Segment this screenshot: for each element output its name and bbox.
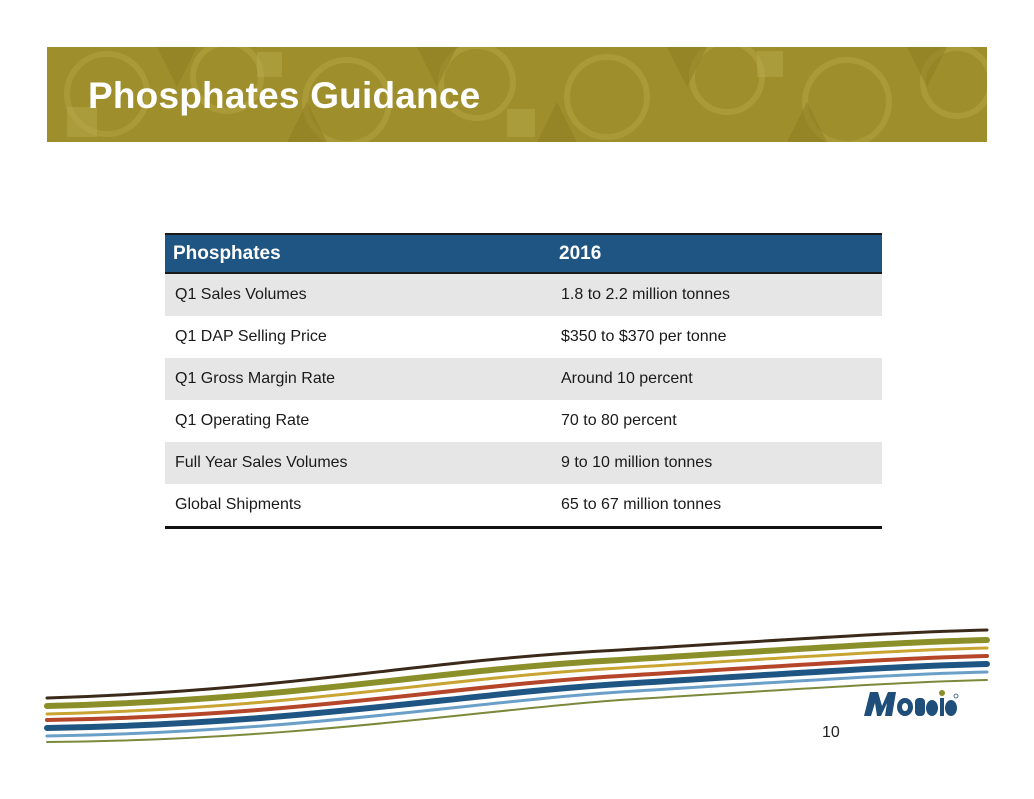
guidance-table: [165, 233, 882, 529]
column-header-year: 2016: [551, 234, 882, 273]
row-label: Q1 Sales Volumes: [165, 273, 551, 316]
mosaic-logo: [864, 686, 959, 726]
table-row: [165, 484, 882, 528]
table-row: [165, 358, 882, 400]
row-label: Full Year Sales Volumes: [165, 442, 551, 484]
table-row: [165, 273, 882, 316]
slide-title: Phosphates Guidance: [88, 75, 481, 116]
table-row: [165, 316, 882, 358]
title-banner: [47, 47, 987, 142]
row-value: 65 to 67 million tonnes: [551, 484, 882, 528]
row-label: Global Shipments: [165, 484, 551, 528]
row-value: $350 to $370 per tonne: [561, 328, 727, 345]
row-value: 9 to 10 million tonnes: [551, 442, 882, 484]
column-header-category: Phosphates: [165, 234, 551, 273]
page-number: 10: [822, 724, 840, 741]
row-label: Q1 DAP Selling Price: [175, 328, 327, 345]
row-value: 70 to 80 percent: [561, 412, 677, 429]
row-value: Around 10 percent: [551, 358, 882, 400]
table-row: [165, 442, 882, 484]
row-label: Q1 Gross Margin Rate: [165, 358, 551, 400]
row-label: Q1 Operating Rate: [175, 412, 310, 429]
table-row: [165, 400, 882, 442]
table-header-row: [165, 234, 882, 273]
row-value: 1.8 to 2.2 million tonnes: [551, 273, 882, 316]
